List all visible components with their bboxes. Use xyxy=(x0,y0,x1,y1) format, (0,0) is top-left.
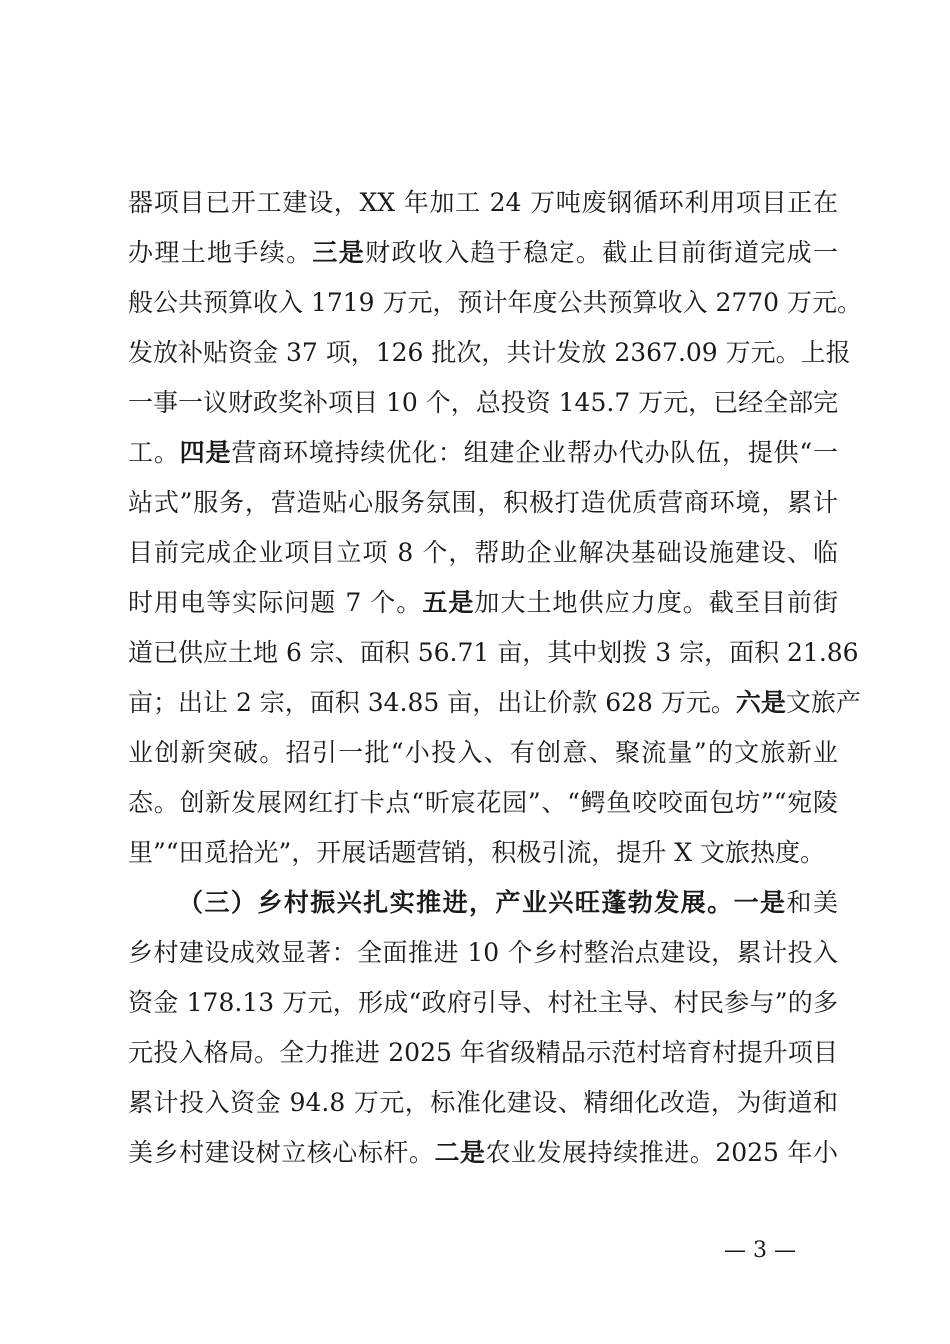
text-line xyxy=(128,978,838,1028)
text-segment: 累计投入资金 94.8 万元，标准化建设、精细化改造，为街道和 xyxy=(128,1088,838,1117)
body-text xyxy=(128,178,863,1178)
bold-text-segment: 二是 xyxy=(434,1138,486,1167)
text-line xyxy=(128,328,851,378)
text-segment: 财政收入趋于稳定。截止目前街道完成一 xyxy=(365,238,838,267)
text-segment: 亩；出让 2 宗，面积 34.85 亩，出让价款 628 万元。 xyxy=(128,688,736,717)
text-line xyxy=(128,928,838,978)
text-line xyxy=(128,628,859,678)
page-number: — 3 — xyxy=(724,1238,796,1263)
text-line xyxy=(128,378,838,428)
bold-text-segment: 五是 xyxy=(422,588,475,617)
text-segment: 目前完成企业项目立项 8 个，帮助企业解决基础设施建设、临 xyxy=(128,538,838,567)
text-segment: 美乡村建设树立核心标杆。 xyxy=(128,1138,435,1167)
text-line xyxy=(128,678,861,728)
text-segment: 乡村建设成效显著：全面推进 10 个乡村整治点建设，累计投入 xyxy=(128,938,838,967)
bold-text-segment: 四是 xyxy=(179,438,232,467)
text-segment: 办理土地手续。 xyxy=(128,238,313,267)
bold-text-segment: （三）乡村振兴扎实推进，产业兴旺蓬勃发展。一是 xyxy=(178,888,787,917)
text-segment: 和美 xyxy=(786,888,838,917)
text-segment: 里”“田觅拾光”，开展话题营销，积极引流，提升 X 文旅热度。 xyxy=(128,838,826,867)
text-segment: 道已供应土地 6 宗、面积 56.71 亩，其中划拨 3 宗，面积 21.86 xyxy=(128,638,859,667)
text-line xyxy=(128,278,863,328)
text-segment: 加大土地供应力度。截至目前街 xyxy=(474,588,838,617)
text-segment: 态。创新发展网红打卡点“昕宸花园”、“鳄鱼咬咬面包坊”“宛陵 xyxy=(128,788,838,817)
text-line xyxy=(128,1128,838,1178)
text-segment: 时用电等实际问题 7 个。 xyxy=(128,588,423,617)
text-segment: 文旅产 xyxy=(785,688,861,717)
text-line xyxy=(128,228,838,278)
text-line xyxy=(128,528,838,578)
bold-text-segment: 六是 xyxy=(735,688,786,717)
text-segment: 一事一议财政奖补项目 10 个，总投资 145.7 万元，已经全部完 xyxy=(128,388,839,417)
text-segment: 农业发展持续推进。2025 年小 xyxy=(485,1138,838,1167)
bold-text-segment: 三是 xyxy=(312,238,366,267)
text-line xyxy=(128,1028,838,1078)
text-segment: 工。 xyxy=(128,438,180,467)
text-segment: 发放补贴资金 37 项，126 批次，共计发放 2367.09 万元。上报 xyxy=(128,338,851,367)
text-line xyxy=(128,578,838,628)
text-line xyxy=(128,178,838,228)
text-segment: 业创新突破。招引一批“小投入、有创意、聚流量”的文旅新业 xyxy=(128,738,838,767)
text-line xyxy=(128,478,838,528)
text-line xyxy=(128,878,838,928)
text-segment: 般公共预算收入 1719 万元，预计年度公共预算收入 2770 万元。 xyxy=(128,288,863,317)
text-segment: 站式”服务，营造贴心服务氛围，积极打造优质营商环境，累计 xyxy=(128,488,838,517)
text-line xyxy=(128,828,838,878)
text-segment: 元投入格局。全力推进 2025 年省级精品示范村培育村提升项目 xyxy=(128,1038,838,1067)
text-segment: 资金 178.13 万元，形成“政府引导、村社主导、村民参与”的多 xyxy=(128,988,838,1017)
text-segment: 器项目已开工建设，XX 年加工 24 万吨废钢循环利用项目正在 xyxy=(128,188,838,217)
text-line xyxy=(128,778,838,828)
text-line xyxy=(128,1078,838,1128)
text-segment: 营商环境持续优化：组建企业帮办代办队伍，提供“一 xyxy=(231,438,838,467)
text-line xyxy=(128,428,838,478)
text-line xyxy=(128,728,838,778)
